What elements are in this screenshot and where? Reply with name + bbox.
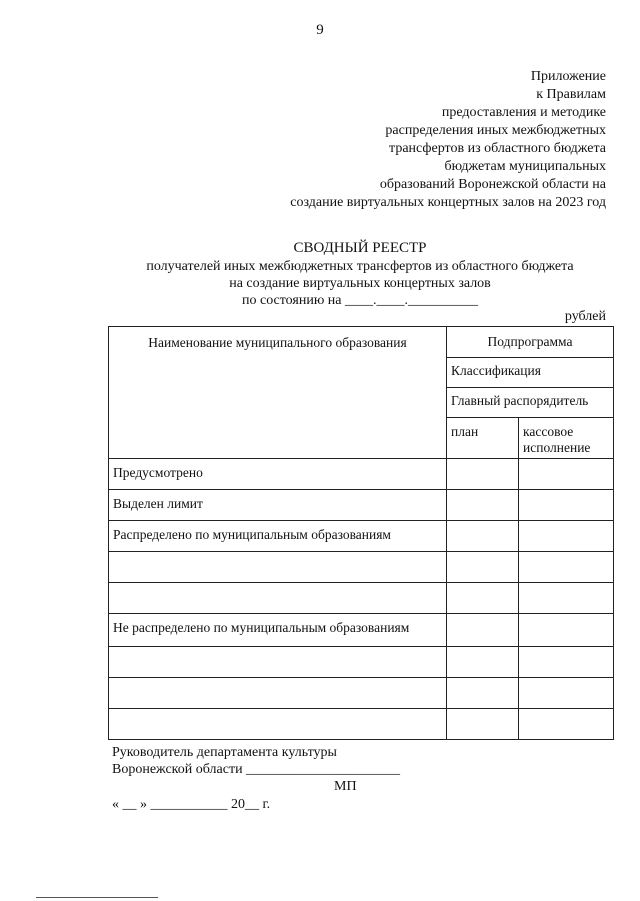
appendix-line: трансфертов из областного бюджета xyxy=(389,141,606,156)
plan-cell xyxy=(447,490,519,521)
header-classification: Классификация xyxy=(447,358,614,388)
plan-cell xyxy=(447,678,519,709)
appendix-line: образований Воронежской области на xyxy=(379,177,606,192)
header-main-manager: Главный распорядитель xyxy=(447,388,614,418)
as-of-date-line: по состоянию на ____.____.__________ xyxy=(241,293,479,308)
header-cash-execution: кассовое исполнение xyxy=(519,418,614,459)
cash-cell xyxy=(519,678,614,709)
cash-cell xyxy=(519,490,614,521)
row-label xyxy=(109,647,447,678)
appendix-line: предоставления и методике xyxy=(441,105,606,120)
table-row xyxy=(109,583,614,614)
cash-cell xyxy=(519,709,614,740)
appendix-line: создание виртуальных концертных залов на 2023 год xyxy=(290,195,606,210)
row-label xyxy=(109,552,447,583)
row-label: Не распределено по муниципальным образованиям xyxy=(109,614,447,647)
cash-cell xyxy=(519,614,614,647)
plan-cell xyxy=(447,709,519,740)
document-title: СВОДНЫЙ РЕЕСТР xyxy=(293,240,427,256)
document-title-block xyxy=(60,240,640,309)
appendix-line: к Правилам xyxy=(536,87,606,102)
plan-cell xyxy=(447,583,519,614)
cash-cell xyxy=(519,459,614,490)
row-label: Предусмотрено xyxy=(109,459,447,490)
row-label xyxy=(109,678,447,709)
document-subtitle-line1: получателей иных межбюджетных трансфертов из областного бюджета xyxy=(146,259,574,274)
plan-cell xyxy=(447,521,519,552)
plan-cell xyxy=(447,614,519,647)
plan-cell xyxy=(447,647,519,678)
table-row xyxy=(109,647,614,678)
plan-cell xyxy=(447,459,519,490)
table-header-row xyxy=(109,327,614,358)
cash-cell xyxy=(519,521,614,552)
table-row xyxy=(109,552,614,583)
appendix-line: бюджетам муниципальных xyxy=(444,159,606,174)
appendix-line: Приложение xyxy=(530,69,606,84)
table-row xyxy=(109,709,614,740)
table-row xyxy=(109,521,614,552)
row-label xyxy=(109,583,447,614)
row-label xyxy=(109,709,447,740)
cash-cell xyxy=(519,552,614,583)
signature-date-line: « __ » ___________ 20__ г. xyxy=(112,797,271,812)
cash-cell xyxy=(519,583,614,614)
plan-cell xyxy=(447,552,519,583)
table-row xyxy=(109,490,614,521)
table-row xyxy=(109,459,614,490)
footnote-divider xyxy=(36,897,158,898)
header-plan: план xyxy=(447,418,519,459)
signatory-position: Руководитель департамента культуры xyxy=(112,745,337,760)
row-label: Выделен лимит xyxy=(109,490,447,521)
signatory-organization-line: Воронежской области ______________________ xyxy=(112,762,401,777)
appendix-line: распределения иных межбюджетных xyxy=(385,123,606,138)
table-row xyxy=(109,614,614,647)
header-municipality-name: Наименование муниципального образования xyxy=(109,327,447,459)
appendix-block xyxy=(290,68,606,212)
header-subprogram: Подпрограмма xyxy=(447,327,614,358)
seal-placeholder: МП xyxy=(334,779,357,794)
registry-table xyxy=(108,326,614,740)
document-subtitle-line2: на создание виртуальных концертных залов xyxy=(229,276,491,291)
signature-block xyxy=(112,744,400,778)
table-row xyxy=(109,678,614,709)
row-label: Распределено по муниципальным образованиям xyxy=(109,521,447,552)
cash-cell xyxy=(519,647,614,678)
currency-unit: рублей xyxy=(564,309,606,324)
page-number: 9 xyxy=(316,22,324,38)
